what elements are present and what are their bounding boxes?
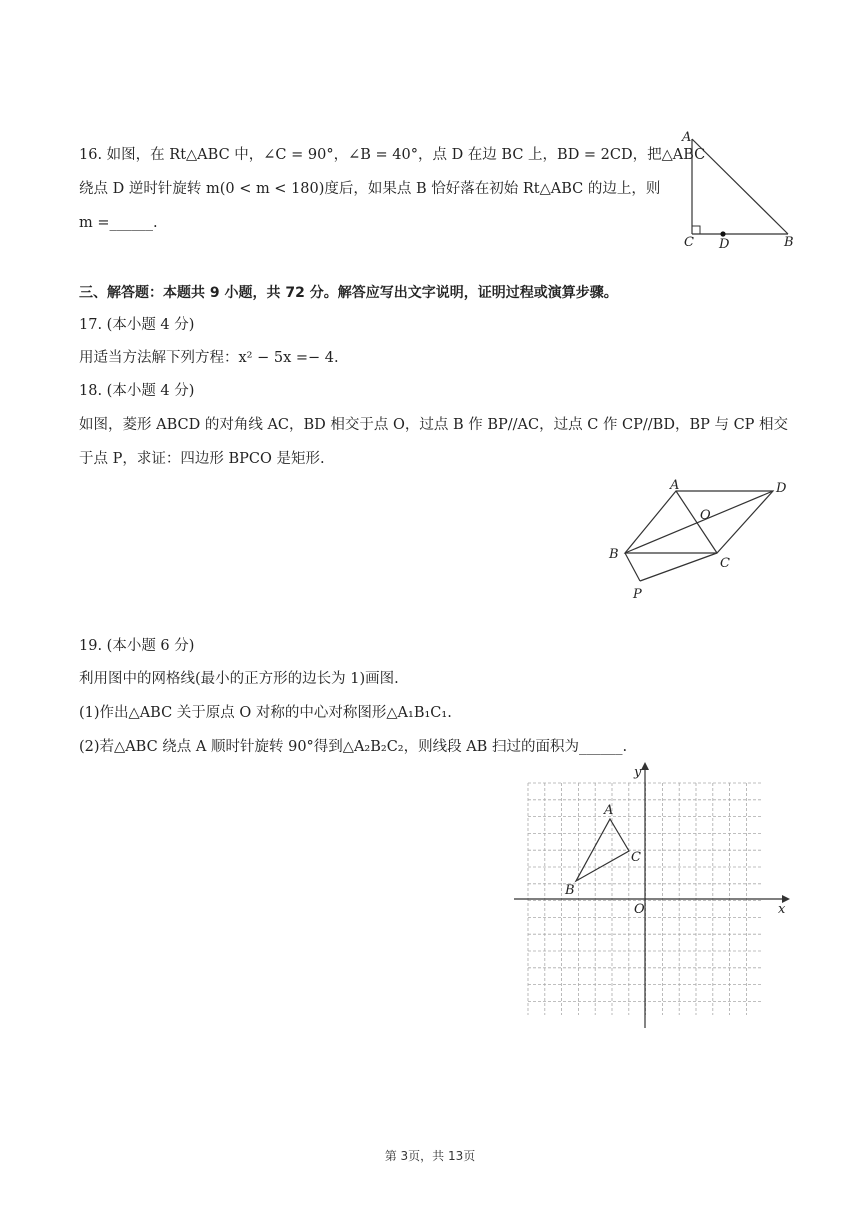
label-c: C: [631, 850, 641, 865]
q16-line-3: m =______.: [79, 215, 158, 231]
point-d: [720, 231, 725, 236]
label-b: B: [609, 547, 619, 562]
q19-grid-figure: [510, 758, 800, 1033]
q19-line-2: (1)作出△ABC 关于原点 O 对称的中心对称图形△A₁B₁C₁.: [79, 705, 452, 721]
label-c: C: [720, 556, 730, 571]
segment-pc: [640, 553, 717, 581]
label-o: O: [700, 508, 711, 523]
label-b: B: [565, 883, 575, 898]
q17-title: 17. (本小题 4 分): [79, 317, 195, 333]
label-o: O: [634, 902, 645, 917]
right-angle-mark: [692, 226, 700, 234]
label-b: B: [784, 235, 794, 250]
label-x: x: [778, 902, 786, 917]
q18-line-2: 于点 P，求证：四边形 BPCO 是矩形.: [79, 451, 325, 467]
q18-title: 18. (本小题 4 分): [79, 383, 195, 399]
q18-rhombus-figure: [600, 470, 800, 605]
label-c: C: [684, 235, 694, 250]
diagonal-bd: [625, 491, 773, 553]
q19-title: 19. (本小题 6 分): [79, 638, 195, 654]
q19-line-1: 利用图中的网格线(最小的正方形的边长为 1)画图.: [79, 671, 399, 687]
q16-line-1: 16. 如图，在 Rt△ABC 中，∠C = 90°，∠B = 40°，点 D 在边 BC 上，BD = 2CD，把△ABC: [79, 147, 706, 163]
q17-text: 用适当方法解下列方程：x² − 5x =− 4.: [79, 350, 339, 366]
label-a: A: [604, 803, 614, 818]
page-footer: 第 3页，共 13页: [384, 1149, 476, 1163]
q16-triangle-figure: [670, 125, 800, 250]
q18-line-1: 如图，菱形 ABCD 的对角线 AC，BD 相交于点 O，过点 B 作 BP//AC，过点 C 作 CP//BD，BP 与 CP 相交: [79, 417, 789, 433]
label-y: y: [634, 765, 642, 780]
diagonal-ac: [676, 491, 717, 553]
q16-line-2: 绕点 D 逆时针旋转 m(0 < m < 180)度后，如果点 B 恰好落在初始 Rt△ABC 的边上，则: [79, 181, 661, 197]
y-axis-arrow: [641, 762, 649, 770]
label-d: D: [776, 481, 787, 496]
label-p: P: [633, 587, 642, 602]
label-d: D: [719, 237, 730, 250]
segment-bp: [625, 553, 640, 581]
q19-line-3: (2)若△ABC 绕点 A 顺时针旋转 90°得到△A₂B₂C₂，则线段 AB 扫过的面积为______.: [79, 739, 628, 755]
segment-ab: [692, 139, 788, 234]
label-a: A: [682, 130, 692, 145]
section-3-heading: 三、解答题：本题共 9 小题，共 72 分。解答应写出文字说明，证明过程或演算步骤。: [79, 285, 618, 301]
label-a: A: [670, 478, 680, 493]
